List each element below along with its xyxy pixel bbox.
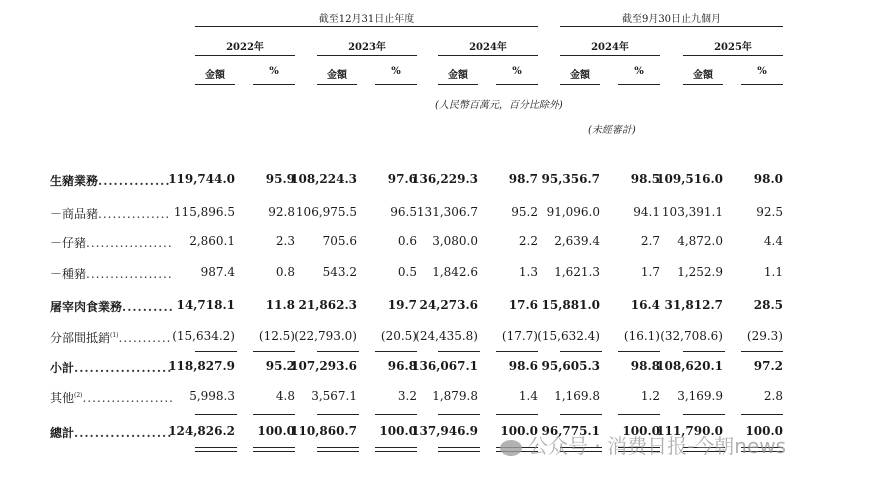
leader-dots: .................. [86,236,173,250]
amount-cell: 3,567.1 [311,389,357,403]
pct-cell: 96.5 [390,205,417,219]
pct-col-header: % [269,66,279,77]
subtotal-rule [253,414,295,415]
pct-cell: 28.5 [753,298,783,312]
amount-cell: 21,862.3 [298,298,357,312]
pct-cell: 2.7 [640,234,660,248]
amount-cell: 95,605.3 [541,359,600,373]
year-rule [438,55,538,56]
subtotal-rule [438,351,480,352]
pct-cell: 2.3 [275,234,295,248]
pct-cell: 98.8 [630,359,660,373]
row-label-text: 屠宰肉食業務 [50,300,123,314]
subtotal-rule [741,351,783,352]
pct-cell: 95.2 [265,359,295,373]
pct-cell: 97.2 [753,359,783,373]
amount-cell: 131,306.7 [416,205,478,219]
subtotal-rule [317,351,359,352]
pct-cell: 94.1 [633,205,660,219]
pct-cell: 0.8 [275,265,295,279]
amount-col-rule [317,84,357,85]
pct-cell: 95.9 [265,172,295,186]
subtotal-rule [375,414,417,415]
pct-cell: 92.8 [268,205,295,219]
unaudited-note: (未經審計) [588,125,636,136]
pct-cell: 98.7 [508,172,538,186]
pct-col-header: % [512,66,522,77]
amount-cell: 3,080.0 [432,234,478,248]
amount-cell: (32,708.6) [660,329,723,343]
pct-col-rule [496,84,538,85]
amount-cell: 4,872.0 [677,234,723,248]
row-label-text: 分部間抵銷 [50,331,111,345]
row-label-text: 其他 [50,391,75,405]
amount-cell: 2,860.1 [189,234,235,248]
amount-cell: 1,169.8 [554,389,600,403]
pct-cell: 100.0 [500,424,538,438]
pct-cell: (12.5) [258,329,295,343]
leader-dots: .......... [122,300,174,314]
total-double-rule [375,447,417,452]
header-rule [560,26,783,27]
row-label [50,329,171,346]
amount-cell: 110,860.7 [290,424,357,438]
amount-cell: 96,775.1 [541,424,600,438]
amount-cell: 137,946.9 [411,424,478,438]
amount-cell: 111,790.0 [656,424,723,438]
pct-cell: 11.8 [265,298,295,312]
total-double-rule [253,447,295,452]
pct-cell: 16.4 [630,298,660,312]
pct-cell: (17.7) [501,329,538,343]
pct-cell: 97.6 [387,172,417,186]
amount-cell: (24,435.8) [415,329,478,343]
header-group-nine-months: 截至9月30日止九個月 [621,14,722,25]
subtotal-rule [618,414,660,415]
pct-cell: 4.4 [763,234,783,248]
pct-cell: 1.7 [640,265,660,279]
leader-dots: ............... [98,207,171,221]
pct-cell: (20.5) [380,329,417,343]
row-label [50,205,170,222]
footnote-marker: (1) [110,332,119,339]
subtotal-rule [741,414,783,415]
total-double-rule [195,447,237,452]
header-rule [195,26,538,27]
leader-dots: .............. [98,174,171,188]
unit-note: (人民幣百萬元，百分比除外) [435,100,563,111]
subtotal-rule [195,351,237,352]
amount-cell: 2,639.4 [554,234,600,248]
amount-cell: 1,879.8 [432,389,478,403]
leader-dots: ........... [118,331,172,345]
amount-cell: 103,391.1 [661,205,723,219]
amount-cell: 106,975.5 [295,205,357,219]
amount-cell: 15,881.0 [541,298,600,312]
year-header: 2022年 [226,42,264,53]
year-header: 2025年 [714,42,752,53]
amount-col-header: 金額 [448,70,468,81]
leader-dots: ................... [82,391,174,405]
subtotal-rule [317,414,359,415]
subtotal-rule [683,414,725,415]
pct-cell: (16.1) [623,329,660,343]
subtotal-rule [496,351,538,352]
amount-col-rule [195,84,235,85]
amount-cell: 107,293.6 [290,359,357,373]
year-rule [683,55,783,56]
watermark-text: 公众号 · 消费日报-今朝news [528,434,787,458]
amount-cell: 124,826.2 [168,424,235,438]
subtotal-rule [683,351,725,352]
amount-cell: 118,827.9 [168,359,235,373]
pct-cell: 98.6 [508,359,538,373]
subtotal-rule [618,351,660,352]
pct-cell: 2.8 [763,389,783,403]
pct-col-rule [375,84,417,85]
amount-col-header: 金額 [693,70,713,81]
amount-cell: 3,169.9 [677,389,723,403]
row-label-text: －仔豬 [50,236,87,250]
pct-col-rule [253,84,295,85]
subtotal-rule [560,414,602,415]
pct-cell: 98.5 [630,172,660,186]
pct-cell: 1.3 [518,265,538,279]
pct-cell: 3.2 [397,389,417,403]
pct-cell: 100.0 [379,424,417,438]
amount-cell: 1,252.9 [677,265,723,279]
row-label [50,172,171,189]
amount-cell: 5,998.3 [189,389,235,403]
total-double-rule [317,447,359,452]
pct-cell: 1.4 [518,389,538,403]
pct-cell: 19.7 [387,298,417,312]
year-header: 2024年 [591,42,629,53]
row-label-text: －種豬 [50,267,87,281]
pct-cell: 0.6 [397,234,417,248]
leader-dots: .................. [86,267,173,281]
amount-cell: 108,620.1 [656,359,723,373]
leader-dots: ................... [74,426,173,440]
amount-col-header: 金額 [327,70,347,81]
subtotal-rule [438,414,480,415]
subtotal-rule [560,351,602,352]
pct-col-header: % [634,66,644,77]
amount-cell: 95,356.7 [541,172,600,186]
amount-col-rule [683,84,723,85]
pct-cell: 96.8 [387,359,417,373]
amount-cell: 1,842.6 [432,265,478,279]
amount-cell: 108,224.3 [290,172,357,186]
amount-col-header: 金額 [205,70,225,81]
pct-col-header: % [757,66,767,77]
pct-col-rule [741,84,783,85]
row-label-text: 小計 [50,361,75,375]
amount-cell: 109,516.0 [656,172,723,186]
amount-cell: 119,744.0 [168,172,235,186]
amount-cell: 31,812.7 [664,298,723,312]
total-double-rule [438,447,480,452]
pct-cell: 100.0 [257,424,295,438]
row-label-text: 生豬業務 [50,174,99,188]
header-group-annual: 截至12月31日止年度 [318,14,415,25]
amount-cell: 987.4 [200,265,235,279]
amount-cell: (15,634.2) [172,329,235,343]
pct-col-header: % [391,66,401,77]
pct-cell: 98.0 [753,172,783,186]
pct-cell: 100.0 [622,424,660,438]
pct-cell: (29.3) [746,329,783,343]
subtotal-rule [253,351,295,352]
amount-col-rule [560,84,600,85]
amount-cell: 136,229.3 [411,172,478,186]
amount-cell: 14,718.1 [176,298,235,312]
year-header: 2024年 [469,42,507,53]
amount-col-rule [438,84,478,85]
pct-cell: 95.2 [511,205,538,219]
amount-cell: 705.6 [322,234,357,248]
pct-cell: 1.1 [763,265,783,279]
amount-cell: 24,273.6 [419,298,478,312]
amount-cell: 1,621.3 [554,265,600,279]
leader-dots: ................... [74,361,173,375]
year-rule [560,55,660,56]
pct-col-rule [618,84,660,85]
pct-cell: 2.2 [518,234,538,248]
row-label-text: －商品豬 [50,207,99,221]
pct-cell: 1.2 [640,389,660,403]
subtotal-rule [195,414,237,415]
row-label-text: 總計 [50,426,75,440]
year-header: 2023年 [348,42,386,53]
amount-cell: (22,793.0) [294,329,357,343]
pct-cell: 100.0 [745,424,783,438]
amount-cell: 136,067.1 [411,359,478,373]
amount-col-header: 金額 [570,70,590,81]
amount-cell: 115,896.5 [173,205,235,219]
pct-cell: 0.5 [397,265,417,279]
subtotal-rule [375,351,417,352]
amount-cell: 91,096.0 [546,205,600,219]
pct-cell: 4.8 [275,389,295,403]
watermark [500,430,786,459]
subtotal-rule [496,414,538,415]
footnote-marker: (2) [74,392,83,399]
year-rule [195,55,295,56]
pct-cell: 17.6 [508,298,538,312]
wechat-icon [500,440,522,456]
amount-cell: 543.2 [322,265,357,279]
amount-cell: (15,632.4) [537,329,600,343]
pct-cell: 92.5 [756,205,783,219]
year-rule [317,55,417,56]
